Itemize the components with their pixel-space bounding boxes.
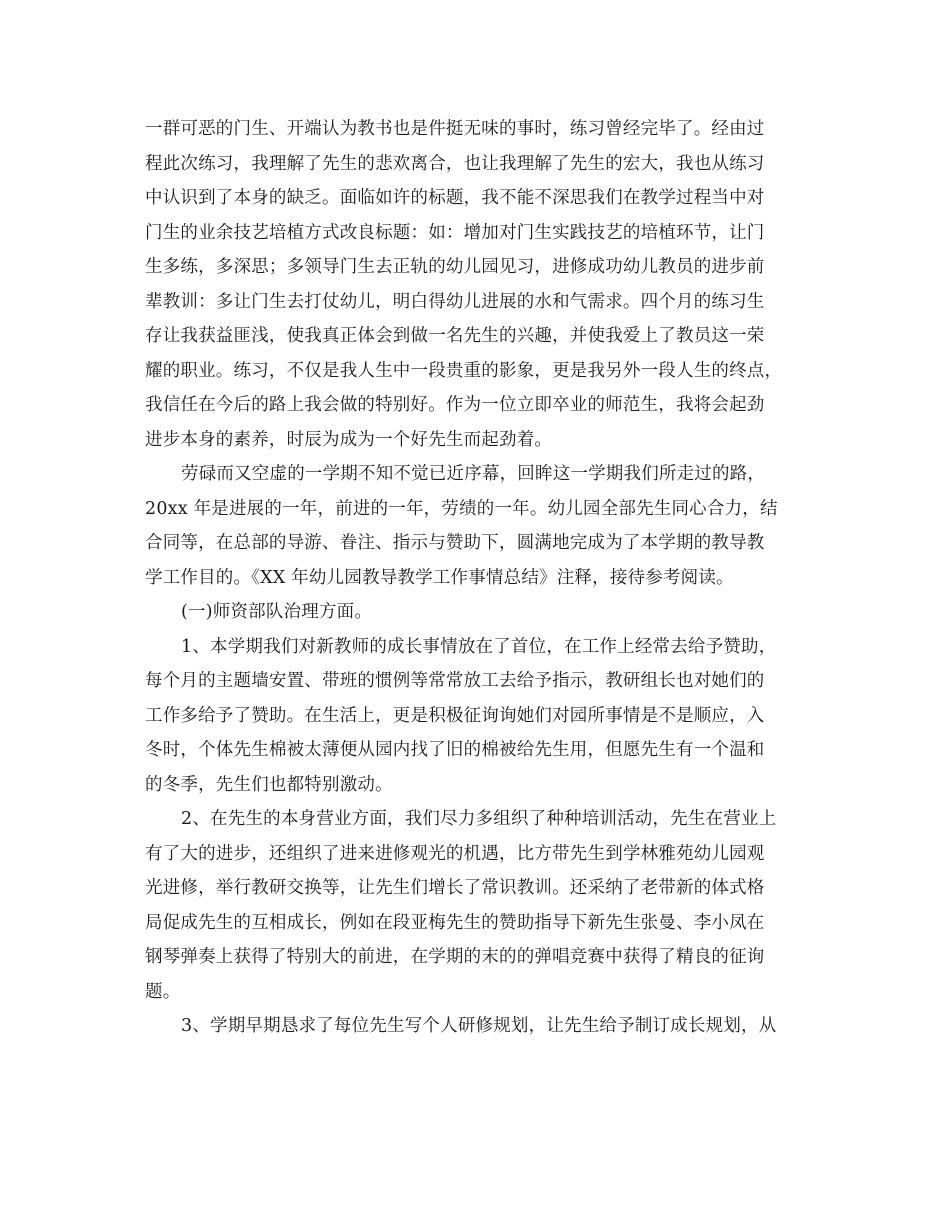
- paragraph-1: [145, 112, 805, 457]
- section-heading: [145, 595, 805, 630]
- paragraph-line: 一群可恶的门生、开端认为教书也是件挺无味的事时，练习曾经完毕了。经由过: [145, 119, 765, 139]
- paragraph-line: 每个月的主题墙安置、带班的惯例等常常放工去给予指示，教研组长也对她们的: [145, 671, 765, 691]
- paragraph-line: 3、学期早期恳求了每位先生写个人研修规划，让先生给予制订成长规划，从: [181, 1016, 777, 1036]
- paragraph-line: 门生的业余技艺培植方式改良标题：如：增加对门生实践技艺的培植环节，让门: [145, 222, 765, 243]
- paragraph-line: 钢琴弹奏上获得了特别大的前进，在学期的末的的弹唱竞赛中获得了精良的征询: [145, 947, 765, 967]
- paragraph-line: 光进修，举行教研交换等，让先生们增长了常识教训。还采纳了老带新的体式格: [145, 878, 765, 898]
- paragraph-line: 程此次练习，我理解了先生的悲欢离合，也让我理解了先生的宏大，我也从练习: [145, 153, 765, 174]
- paragraph-line: 进步本身的素养，时辰为成为一个好先生而起劲着。: [145, 429, 553, 450]
- paragraph-line: 工作多给予了赞助。在生活上，更是积极征询询她们对园所事情是不是顺应，入: [145, 705, 765, 726]
- paragraph-line: 学工作目的。《XX 年幼儿园教导教学工作事情总结》注释，接待参考阅读。: [145, 567, 734, 588]
- paragraph-line: 1、本学期我们对新教师的成长事情放在了首位，在工作上经常去给予赞助，: [181, 636, 777, 657]
- paragraph-line: 冬时，个体先生棉被太薄便从园内找了旧的棉被给先生用，但愿先生有一个温和: [145, 740, 765, 760]
- paragraph-2: [145, 457, 805, 595]
- paragraph-line: 生多练，多深思；多领导门生去正轨的幼儿园见习，进修成功幼儿教员的进步前: [145, 257, 765, 277]
- paragraph-line: 劳碌而又空虚的一学期不知不觉已近序幕，回眸这一学期我们所走过的路，: [181, 464, 766, 484]
- paragraph-line: 中认识到了本身的缺乏。面临如许的标题，我不能不深思我们在教学过程当中对: [145, 188, 765, 208]
- document-body: [145, 112, 805, 1044]
- paragraph-line: 我信任在今后的路上我会做的特别好。作为一位立即卒业的师范生，我将会起劲: [145, 395, 765, 415]
- paragraph-line: 局促成先生的互相成长，例如在段亚梅先生的赞助指导下新先生张曼、李小凤在: [145, 912, 765, 933]
- paragraph-line: 2、在先生的本身营业方面，我们尽力多组织了种种培训活动，先生在营业上: [181, 809, 777, 829]
- paragraph-line: 有了大的进步，还组织了进来进修观光的机遇，比方带先生到学林雅苑幼儿园观: [145, 843, 765, 864]
- paragraph-item-1: [145, 630, 805, 803]
- paragraph-line: 20xx 年是进展的一年，前进的一年，劳绩的一年。幼儿园全部先生同心合力，结: [145, 498, 778, 519]
- paragraph-line: 的冬季，先生们也都特别激动。: [145, 774, 393, 795]
- paragraph-item-2: [145, 802, 805, 1009]
- paragraph-line: 辈教训：多让门生去打仗幼儿，明白得幼儿进展的水和气需求。四个月的练习生: [145, 291, 765, 312]
- paragraph-item-3: [145, 1009, 805, 1044]
- section-heading-text: (一)师资部队治理方面。: [181, 602, 373, 622]
- paragraph-line: 题。: [145, 981, 181, 1002]
- paragraph-line: 存让我获益匪浅，使我真正体会到做一名先生的兴趣，并使我爱上了教员这一荣: [145, 326, 765, 346]
- paragraph-line: 耀的职业。练习，不仅是我人生中一段贵重的影象，更是我另外一段人生的终点，: [145, 360, 783, 381]
- paragraph-line: 合同等，在总部的导游、眷注、指示与赞助下，圆满地完成为了本学期的教导教: [145, 533, 765, 553]
